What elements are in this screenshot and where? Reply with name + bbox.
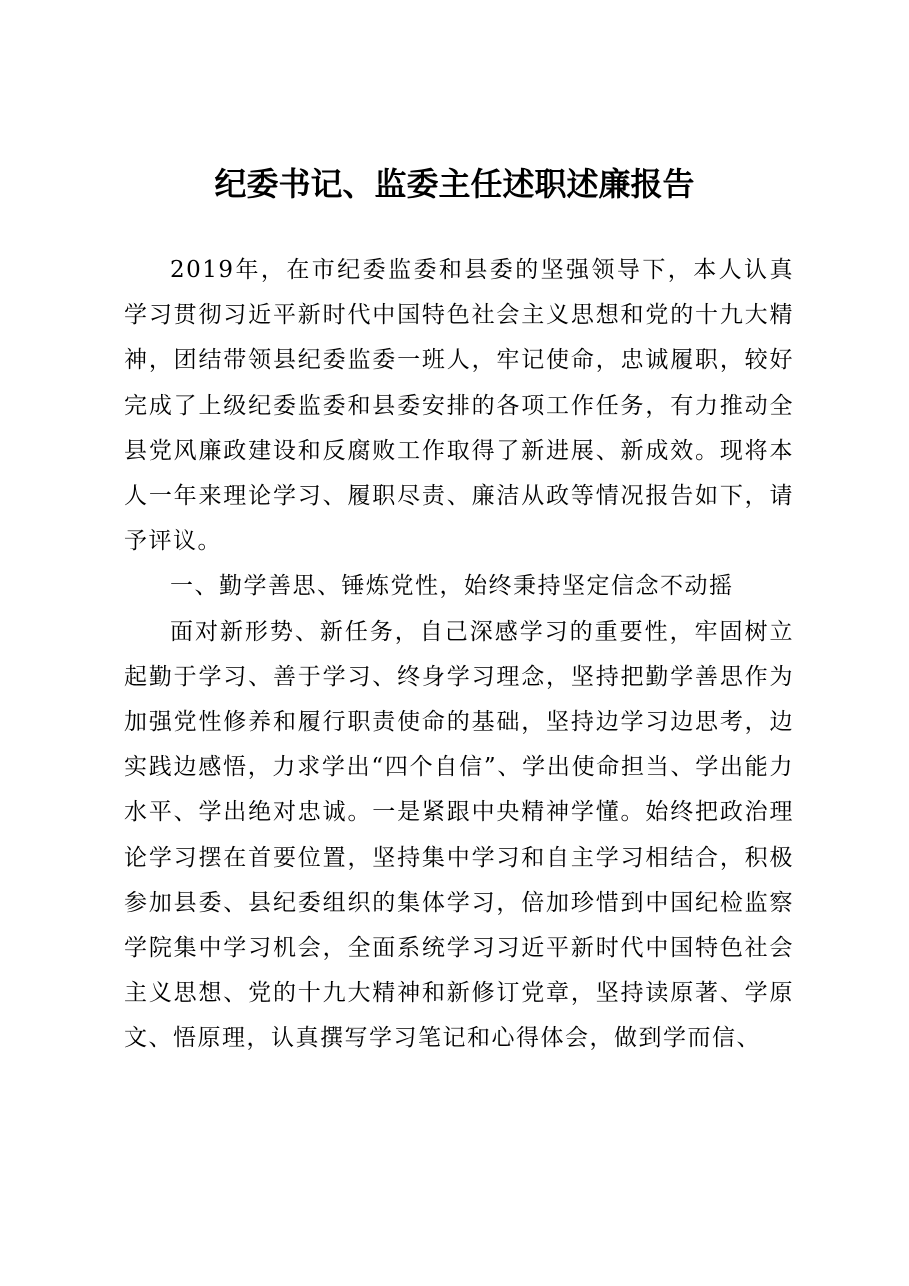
document-body: [124, 248, 794, 1062]
paragraph-section-1: 面对新形势、新任务，自己深感学习的重要性，牢固树立起勤于学习、善于学习、终身学习理念，坚持把勤学善思作为加强党性修养和履行职责使命的基础，坚持边学习边思考，边实践边感悟，力求学出“四个自信”、学出使命担当、学出能力水平、学出绝对忠诚。一是紧跟中央精神学懂。始终把政治理论学习摆在首要位置，坚持集中学习和自主学习相结合，积极参加县委、县纪委组织的集体学习，倍加珍惜到中国纪检监察学院集中学习机会，全面系统学习习近平新时代中国特色社会主义思想、党的十九大精神和新修订党章，坚持读原著、学原文、悟原理，认真撰写学习笔记和心得体会，做到学而信、: [124, 618, 794, 1052]
section-heading-1: 一、勤学善思、锤炼党性，始终秉持坚定信念不动摇: [170, 573, 734, 600]
document-title: 纪委书记、监委主任述职述廉报告: [214, 165, 695, 203]
paragraph-intro: 2019年，在市纪委监委和县委的坚强领导下，本人认真学习贯彻习近平新时代中国特色社会主义思想和党的十九大精神，团结带领县纪委监委一班人，牢记使命，忠诚履职，较好完成了上级纪委监委和县委安排的各项工作任务，有力推动全县党风廉政建设和反腐败工作取得了新进展、新成效。现将本人一年来理论学习、履职尽责、廉洁从政等情况报告如下，请予评议。: [124, 257, 794, 555]
